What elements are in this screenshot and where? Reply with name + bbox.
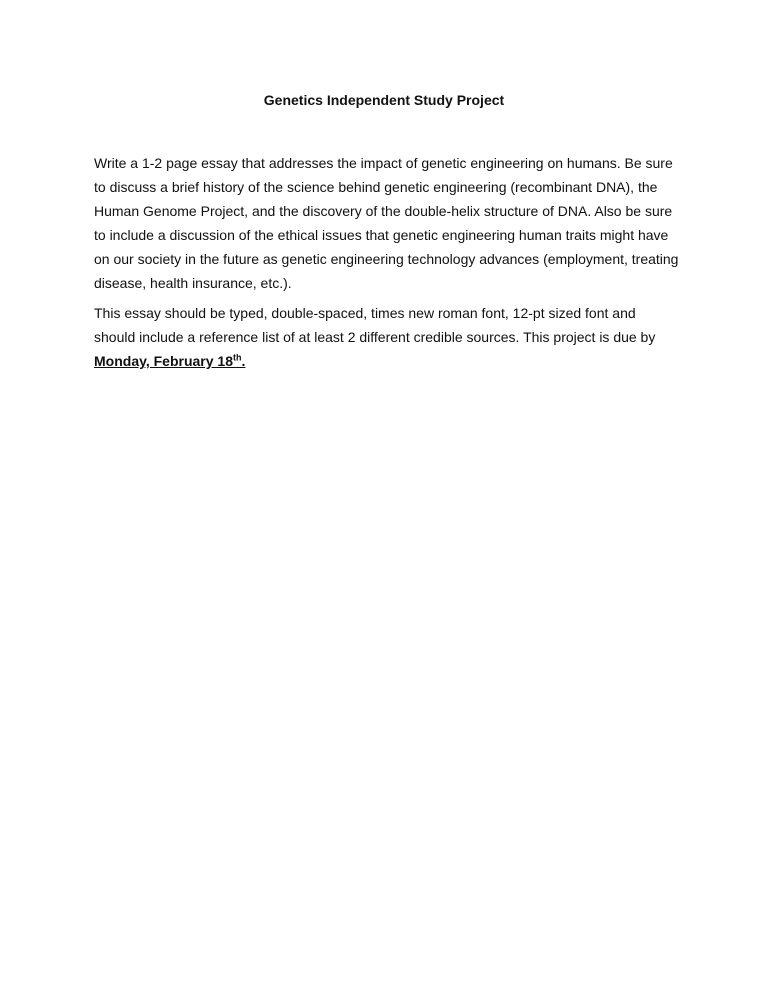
due-date-period: . xyxy=(241,353,246,369)
due-date-text: Monday, February 18 xyxy=(94,353,234,369)
paragraph-formatting-requirements xyxy=(94,301,679,373)
due-date xyxy=(94,353,245,369)
due-date-ordinal-suffix: th xyxy=(233,352,242,363)
formatting-requirements-text: This essay should be typed, double-spaced, times new roman font, 12-pt sized font and should include a reference list of at least 2 different credible sources. This project is due by xyxy=(94,305,656,345)
document-title: Genetics Independent Study Project xyxy=(263,92,505,108)
paragraph-essay-instructions: Write a 1-2 page essay that addresses the impact of genetic engineering on humans. Be sure to discuss a brief history of the science behind genetic engineering (recombinant DNA), the Human Genome Project, and the discovery of the double-helix structure of DNA. Also be sure to include a discussion of the ethical issues that genetic engineering human traits might have on our society in the future as genetic engineering technology advances (employment, treating disease, health insurance, etc.). xyxy=(94,155,679,291)
